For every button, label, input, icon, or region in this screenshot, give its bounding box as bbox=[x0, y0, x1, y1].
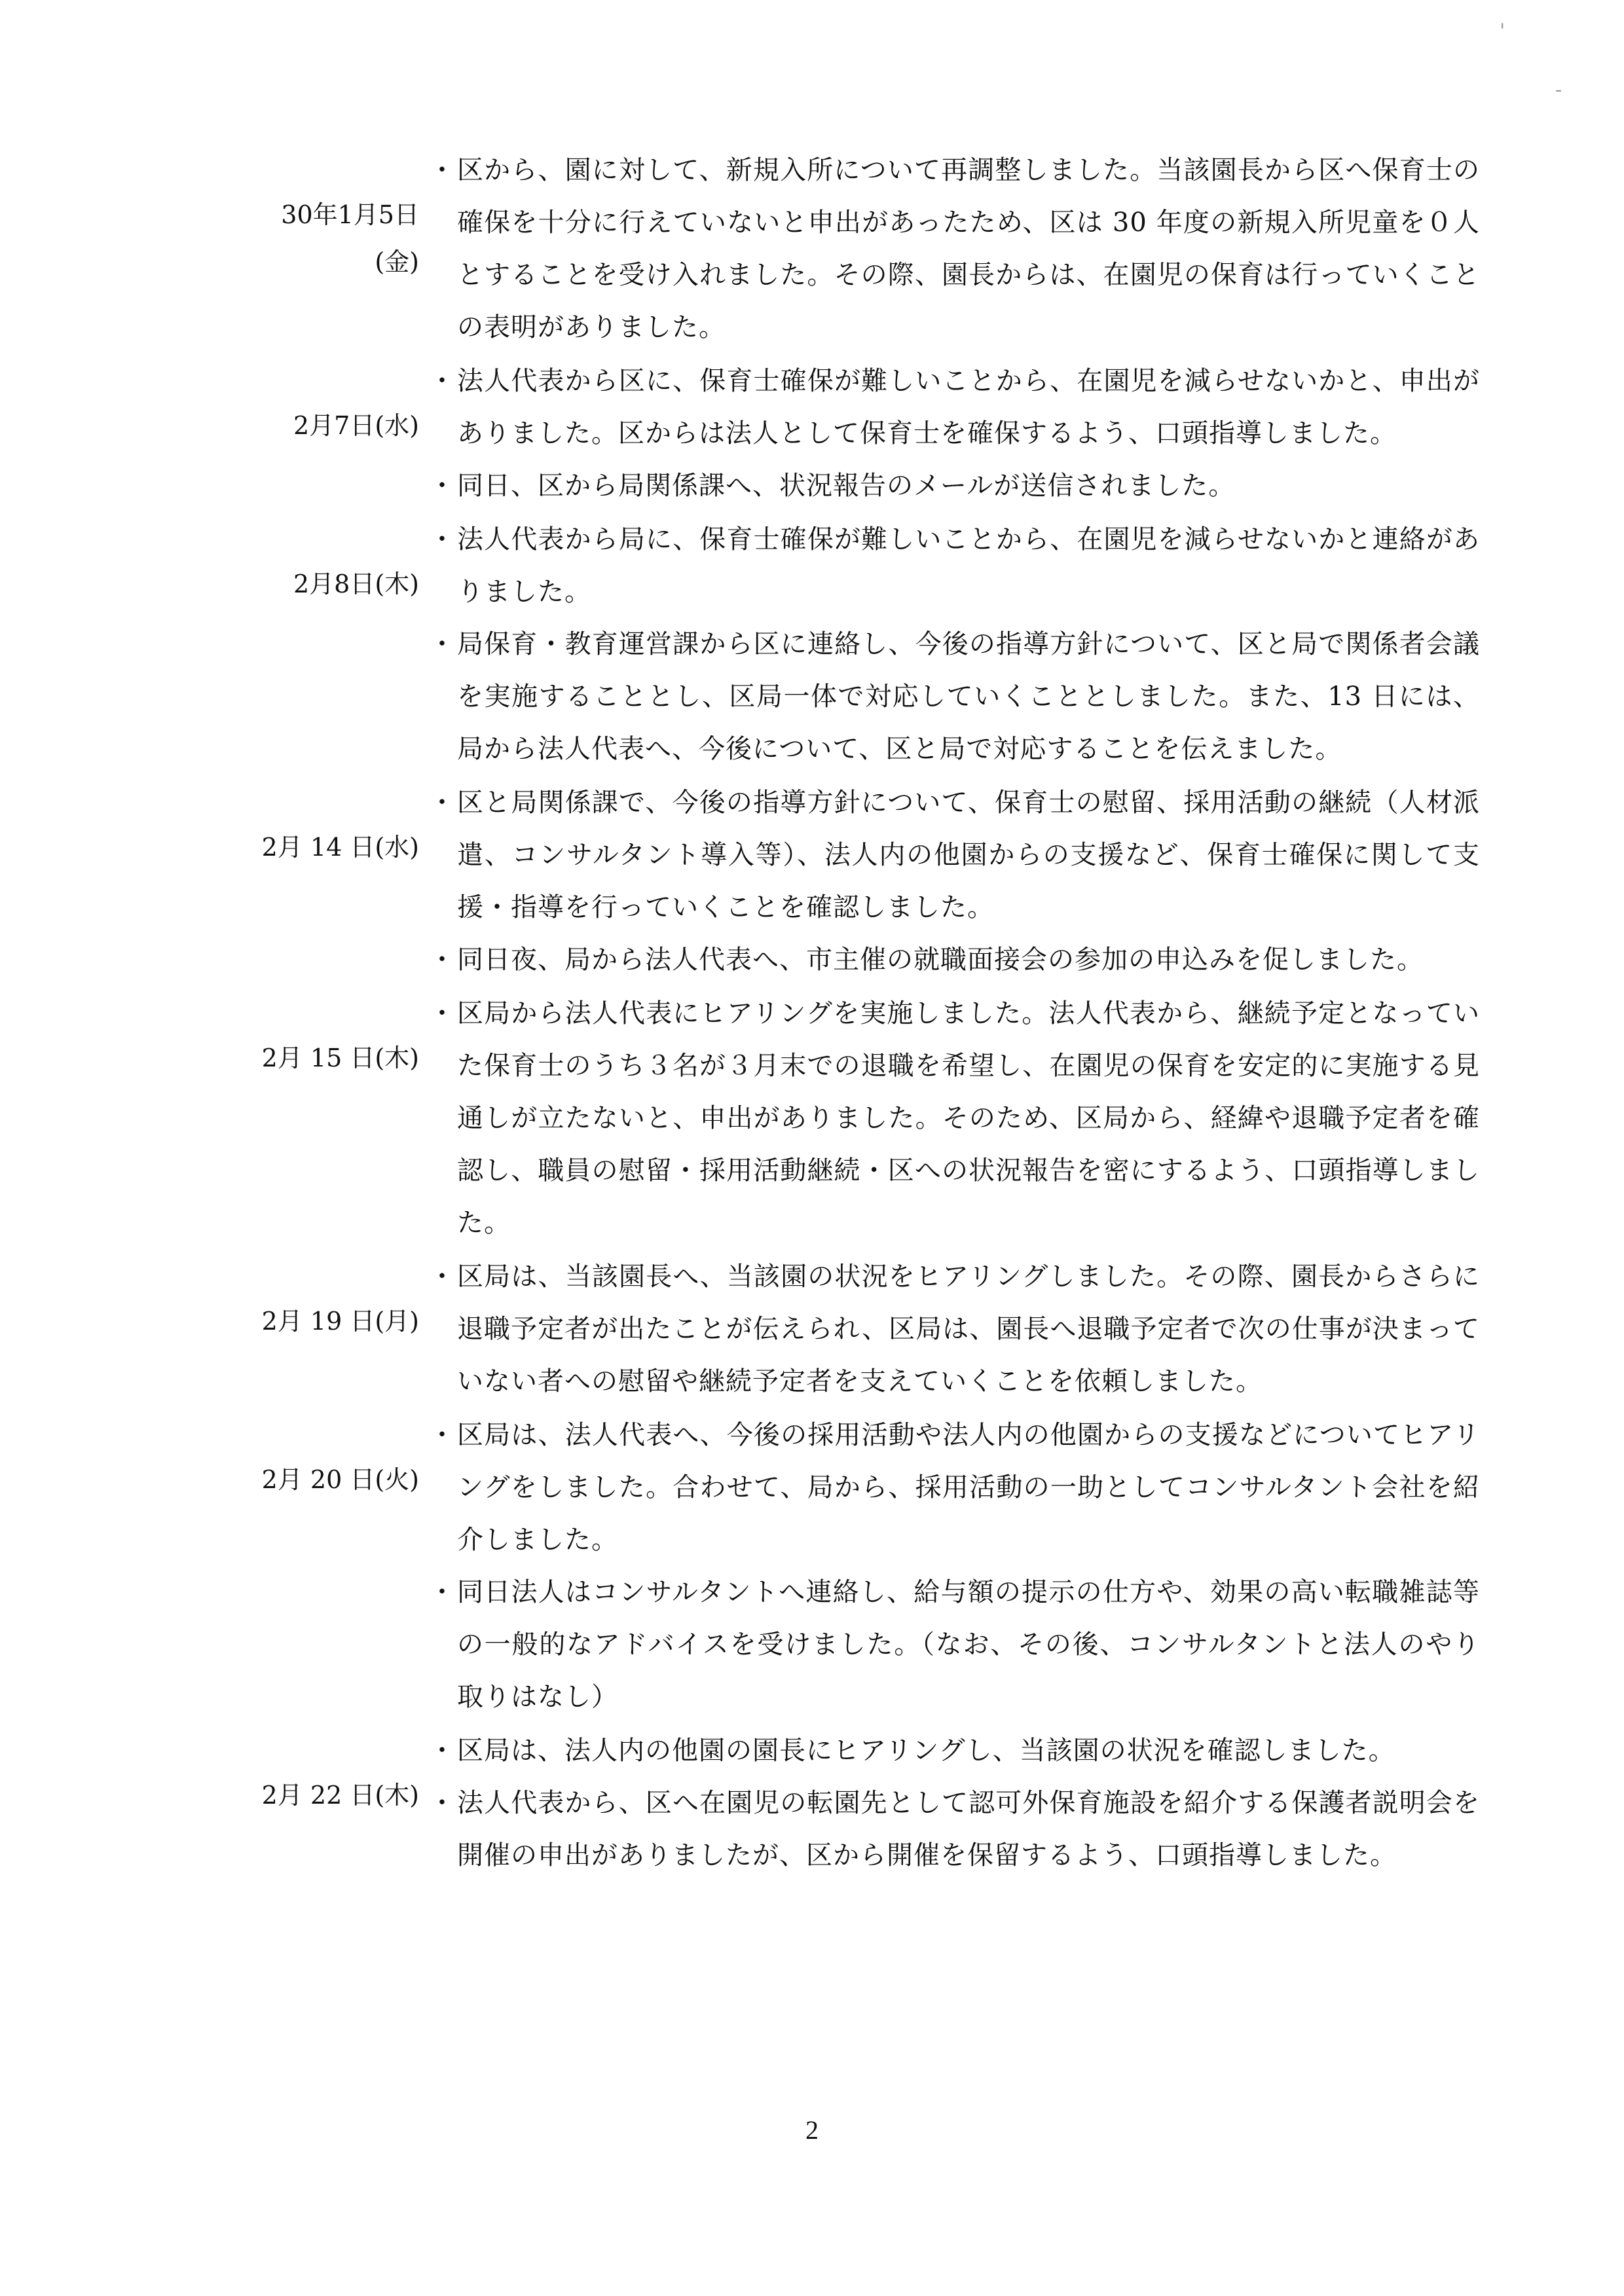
entry-items bbox=[419, 513, 1480, 775]
entry-item-text: 区から、園に対して、新規入所について再調整しました。当該園長から区へ保育士の確保を十分に行えていないと申出があったため、区は 30 年度の新規入所児童を０人とすることを受け入れました。その際、園長からは、在園児の保育は行っていくことの表明がありました。 bbox=[457, 155, 1480, 342]
entry-item-text: 区局は、法人代表へ、今後の採用活動や法人内の他園からの支援などについてヒアリングをしました。合わせて、局から、採用活動の一助としてコンサルタント会社を紹介しました。 bbox=[457, 1420, 1480, 1555]
scan-mark: ' bbox=[1500, 20, 1505, 43]
bullet: ・ bbox=[429, 945, 455, 975]
timeline-entry bbox=[196, 776, 1480, 986]
bullet: ・ bbox=[429, 1788, 455, 1818]
entry-item-text: 局保育・教育運営課から区に連絡し、今後の指導方針について、区と局で関係者会議を実施することとし、区局一体で対応していくこととしました。また、13 日には、局から法人代表へ、今後について、区と局で対応することを伝えました。 bbox=[457, 629, 1480, 764]
entry-items bbox=[419, 987, 1480, 1249]
entry-item bbox=[427, 1409, 1480, 1566]
entry-items bbox=[419, 1724, 1480, 1882]
entry-items bbox=[419, 776, 1480, 986]
entry-date-block bbox=[196, 144, 419, 333]
entry-date-block bbox=[196, 1250, 419, 1345]
entry-item bbox=[427, 776, 1480, 934]
entry-item bbox=[427, 460, 1480, 512]
scan-mark: - bbox=[1555, 79, 1562, 101]
entry-item-text: 区局から法人代表にヒアリングを実施しました。法人代表から、継続予定となっていた保育士のうち３名が３月末での退職を希望し、在園児の保育を安定的に実施する見通しが立たないと、申出がありました。そのため、区局から、経緯や退職予定者を確認し、職員の慰留・採用活動継続・区への状況報告を密にするよう、口頭指導しました。 bbox=[457, 998, 1480, 1238]
entry-item-text: 同日、区から局関係課へ、状況報告のメールが送信されました。 bbox=[457, 471, 1236, 501]
bullet: ・ bbox=[429, 471, 455, 501]
entry-date-block bbox=[196, 355, 419, 449]
timeline bbox=[196, 144, 1480, 1882]
bullet: ・ bbox=[429, 998, 455, 1029]
entry-date-block bbox=[196, 776, 419, 871]
timeline-entry bbox=[196, 513, 1480, 775]
entry-date: 2月 22 日(木) bbox=[261, 1781, 419, 1810]
bullet: ・ bbox=[429, 1262, 455, 1292]
entry-item bbox=[427, 1777, 1480, 1882]
entry-date: 30年1月5日 bbox=[281, 200, 419, 229]
entry-item bbox=[427, 1250, 1480, 1408]
entry-date: 2月 15 日(木) bbox=[261, 1044, 419, 1072]
entry-items bbox=[419, 144, 1480, 354]
timeline-entry bbox=[196, 1724, 1480, 1882]
bullet: ・ bbox=[429, 524, 455, 555]
entry-item-text: 区局は、法人内の他園の園長にヒアリングし、当該園の状況を確認しました。 bbox=[457, 1736, 1395, 1766]
entry-weekday: (金) bbox=[375, 247, 419, 276]
entry-items bbox=[419, 1409, 1480, 1723]
entry-item bbox=[427, 934, 1480, 986]
timeline-entry bbox=[196, 355, 1480, 512]
entry-date: 2月8日(木) bbox=[293, 570, 419, 598]
entry-date: 2月 14 日(水) bbox=[261, 833, 419, 862]
bullet: ・ bbox=[429, 1736, 455, 1766]
entry-item bbox=[427, 355, 1480, 460]
entry-item bbox=[427, 144, 1480, 354]
entry-items bbox=[419, 1250, 1480, 1408]
entry-item-text: 同日法人はコンサルタントへ連絡し、給与額の提示の仕方や、効果の高い転職雑誌等の一般的なアドバイスを受けました。（なお、その後、コンサルタントと法人のやり取りはなし） bbox=[457, 1577, 1480, 1712]
bullet: ・ bbox=[429, 788, 455, 818]
bullet: ・ bbox=[429, 155, 455, 185]
timeline-entry bbox=[196, 1250, 1480, 1408]
entry-item-text: 区局は、当該園長へ、当該園の状況をヒアリングしました。その際、園長からさらに退職予定者が出たことが伝えられ、区局は、園長へ退職予定者で次の仕事が決まっていない者への慰留や継続予定者を支えていくことを依頼しました。 bbox=[457, 1262, 1480, 1396]
entry-date-block bbox=[196, 1724, 419, 1819]
entry-date-block bbox=[196, 513, 419, 608]
entry-item bbox=[427, 1724, 1480, 1777]
entry-date-block bbox=[196, 1409, 419, 1503]
entry-date: 2月 19 日(月) bbox=[261, 1307, 419, 1336]
bullet: ・ bbox=[429, 1577, 455, 1607]
entry-item-text: 法人代表から区に、保育士確保が難しいことから、在園児を減らせないかと、申出がありました。区からは法人として保育士を確保するよう、口頭指導しました。 bbox=[457, 366, 1480, 448]
timeline-entry bbox=[196, 987, 1480, 1249]
entry-item-text: 法人代表から局に、保育士確保が難しいことから、在園児を減らせないかと連絡がありました。 bbox=[457, 524, 1480, 607]
bullet: ・ bbox=[429, 1420, 455, 1450]
entry-item-text: 同日夜、局から法人代表へ、市主催の就職面接会の参加の申込みを促しました。 bbox=[457, 945, 1424, 975]
timeline-entry bbox=[196, 144, 1480, 354]
page-number: 2 bbox=[805, 2115, 819, 2145]
entry-date: 2月7日(水) bbox=[293, 411, 419, 440]
entry-item-text: 法人代表から、区へ在園児の転園先として認可外保育施設を紹介する保護者説明会を開催の申出がありましたが、区から開催を保留するよう、口頭指導しました。 bbox=[457, 1788, 1480, 1870]
entry-item bbox=[427, 618, 1480, 775]
entry-item bbox=[427, 1566, 1480, 1723]
bullet: ・ bbox=[429, 366, 455, 396]
entry-items bbox=[419, 355, 1480, 512]
entry-date-block bbox=[196, 987, 419, 1082]
entry-item bbox=[427, 513, 1480, 618]
timeline-entry bbox=[196, 1409, 1480, 1723]
entry-date: 2月 20 日(火) bbox=[261, 1465, 419, 1494]
entry-item bbox=[427, 987, 1480, 1249]
bullet: ・ bbox=[429, 629, 455, 659]
entry-item-text: 区と局関係課で、今後の指導方針について、保育士の慰留、採用活動の継続（人材派遣、コンサルタント導入等）、法人内の他園からの支援など、保育士確保に関して支援・指導を行っていくことを確認しました。 bbox=[457, 788, 1480, 922]
